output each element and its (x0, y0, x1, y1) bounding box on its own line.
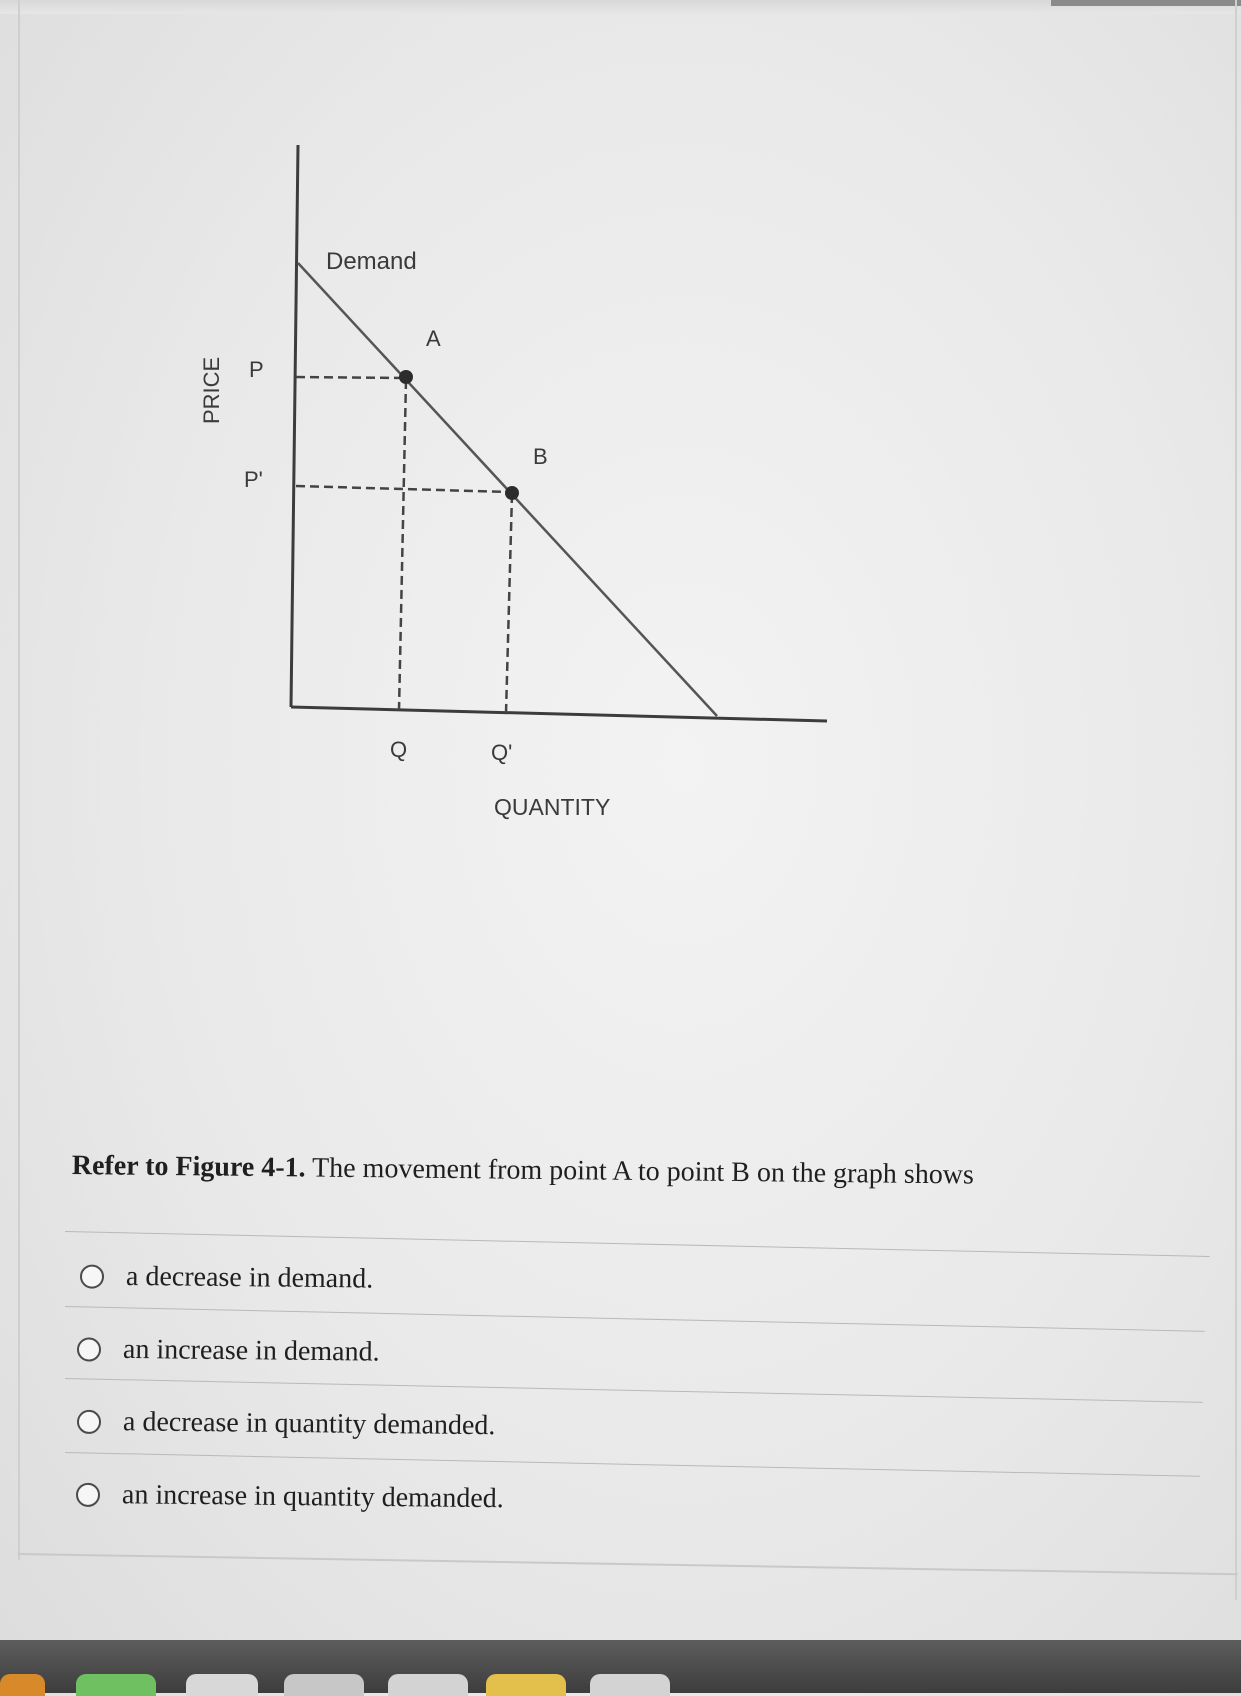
price-p-prime-label: P' (244, 467, 263, 492)
point-b-marker (505, 486, 519, 500)
x-axis (291, 707, 827, 721)
option-decrease-in-quantity-demanded[interactable] (77, 1406, 496, 1442)
radio-button[interactable] (77, 1410, 101, 1434)
point-a-marker (399, 370, 413, 384)
point-a-label: A (426, 326, 441, 351)
option-label: an increase in quantity demanded. (121, 1479, 504, 1515)
radio-button[interactable] (77, 1337, 101, 1361)
radio-button[interactable] (80, 1264, 104, 1288)
option-label: a decrease in quantity demanded. (122, 1406, 496, 1442)
option-increase-in-demand[interactable] (77, 1333, 380, 1368)
point-b-label: B (533, 444, 548, 469)
y-axis (291, 145, 298, 707)
y-axis-label: PRICE (199, 356, 224, 424)
qty-q-label: Q (390, 737, 408, 762)
option-decrease-in-demand[interactable] (80, 1260, 374, 1295)
divider (65, 1378, 1203, 1403)
divider (65, 1306, 1205, 1332)
option-label: a decrease in demand. (125, 1260, 374, 1295)
curve-label: Demand (326, 248, 417, 275)
qty-q-guide (399, 380, 406, 710)
figure-reference: Refer to Figure 4-1. (71, 1150, 306, 1184)
option-label: an increase in demand. (122, 1333, 380, 1368)
qty-q-prime-guide (506, 494, 512, 713)
price-p-guide (296, 377, 404, 378)
card-border (18, 1553, 1238, 1575)
divider (65, 1452, 1200, 1477)
qty-q-prime-label: Q' (491, 740, 513, 765)
taskbar (0, 1640, 1241, 1693)
radio-button[interactable] (76, 1483, 100, 1507)
divider (65, 1231, 1210, 1257)
option-increase-in-quantity-demanded[interactable] (76, 1479, 504, 1515)
question-body: The movement from point A to point B on the graph shows (305, 1152, 975, 1191)
x-axis-label: QUANTITY (494, 794, 611, 820)
question-prompt (72, 1150, 974, 1191)
price-p-label: P (249, 357, 264, 382)
